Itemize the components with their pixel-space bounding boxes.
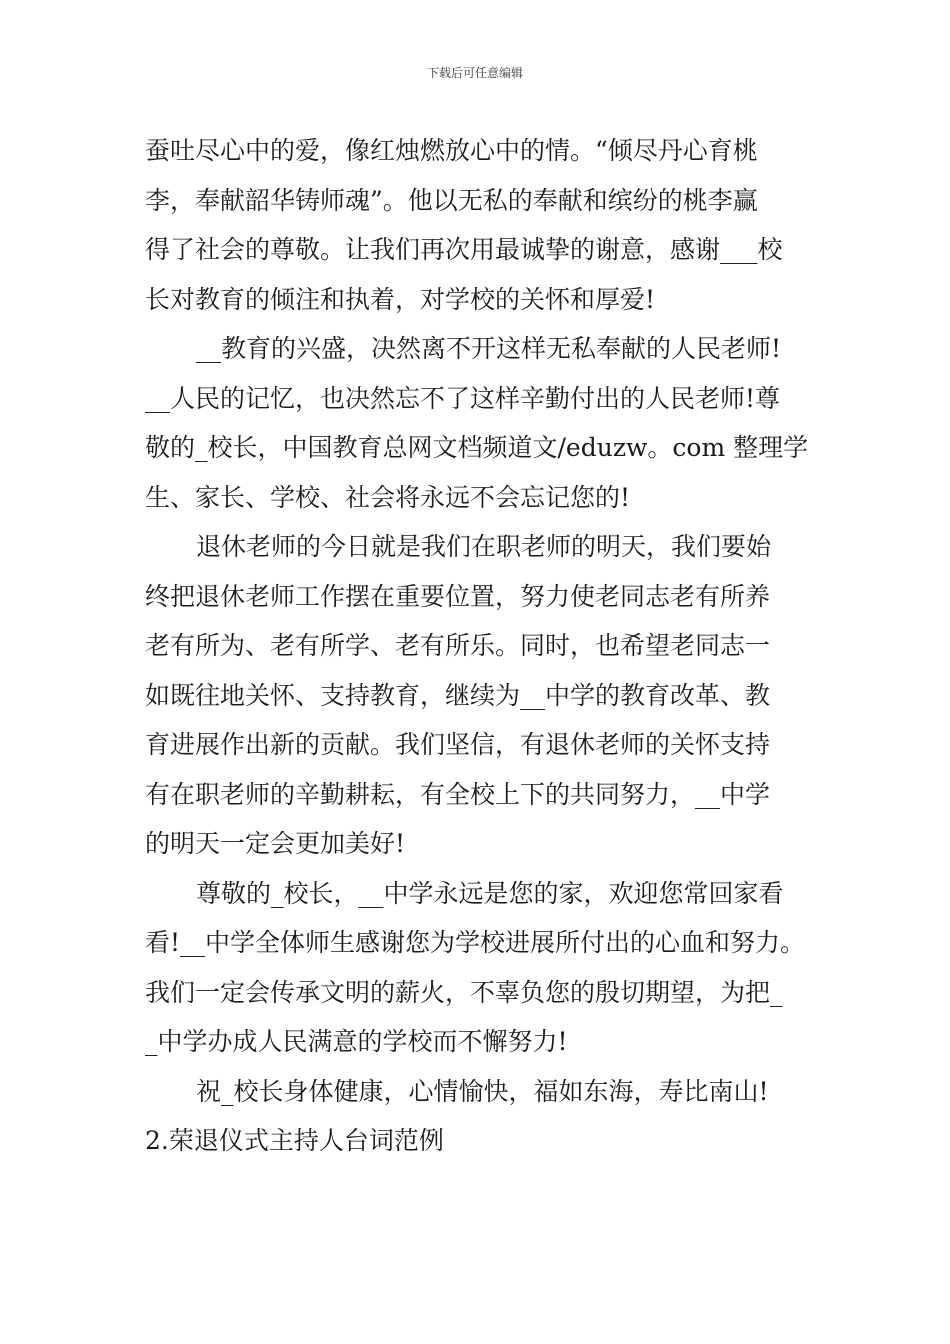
text-line: 育进展作出新的贡献。我们坚信，有退休老师的关怀支持 xyxy=(145,730,771,759)
text-line: 的明天一定会更加美好! xyxy=(145,829,406,858)
document-body xyxy=(145,126,810,1166)
text-line: 长对教育的倾注和执着，对学校的关怀和厚爱! xyxy=(145,284,656,314)
text-line: 李，奉献韶华铸师魂”。他以无私的奉献和缤纷的桃李赢 xyxy=(145,185,758,215)
text-line: _中学办成人民满意的学校而不懈努力! xyxy=(145,1027,568,1056)
paragraph-start-line: 尊敬的_校长，__中学永远是您的家，欢迎您常回家看 xyxy=(196,878,784,908)
text-line: 蚕吐尽心中的爱，像红烛燃放心中的情。“倾尽丹心育桃 xyxy=(145,136,758,165)
page-header: 下载后可任意编辑 xyxy=(426,66,523,80)
section-heading: 2.荣退仪式主持人台词范例 xyxy=(145,1126,444,1155)
text-line: 终把退休老师工作摆在重要位置，努力使老同志老有所养 xyxy=(145,581,771,611)
text-line: __人民的记忆，也决然忘不了这样辛勤付出的人民老师!尊 xyxy=(145,383,781,413)
paragraph-start-line: 祝_校长身体健康，心情愉快，福如东海，寿比南山! xyxy=(196,1076,769,1106)
text-line: 有在职老师的辛勤耕耘，有全校上下的共同努力，__中学 xyxy=(145,779,771,809)
text-line: 生、家长、学校、社会将永远不会忘记您的! xyxy=(145,482,631,512)
text-line: 如既往地关怀、支持教育，继续为__中学的教育改革、教 xyxy=(145,680,771,710)
paragraph-start-line: 退休老师的今日就是我们在职老师的明天，我们要始 xyxy=(196,532,772,561)
text-line: 得了社会的尊敬。让我们再次用最诚挚的谢意，感谢___校 xyxy=(145,235,783,264)
text-line: 我们一定会传承文明的薪火，不辜负您的殷切期望，为把_ xyxy=(145,977,783,1007)
text-line: 老有所为、老有所学、老有所乐。同时，也希望老同志一 xyxy=(145,631,771,660)
text-line: 看!__中学全体师生感谢您为学校进展所付出的心血和努力。 xyxy=(145,928,806,957)
paragraph-start-line: __教育的兴盛，决然离不开这样无私奉献的人民老师! xyxy=(196,334,782,363)
text-line: 敬的_校长，中国教育总网文档频道文/eduzw。com 整理学 xyxy=(145,433,809,462)
